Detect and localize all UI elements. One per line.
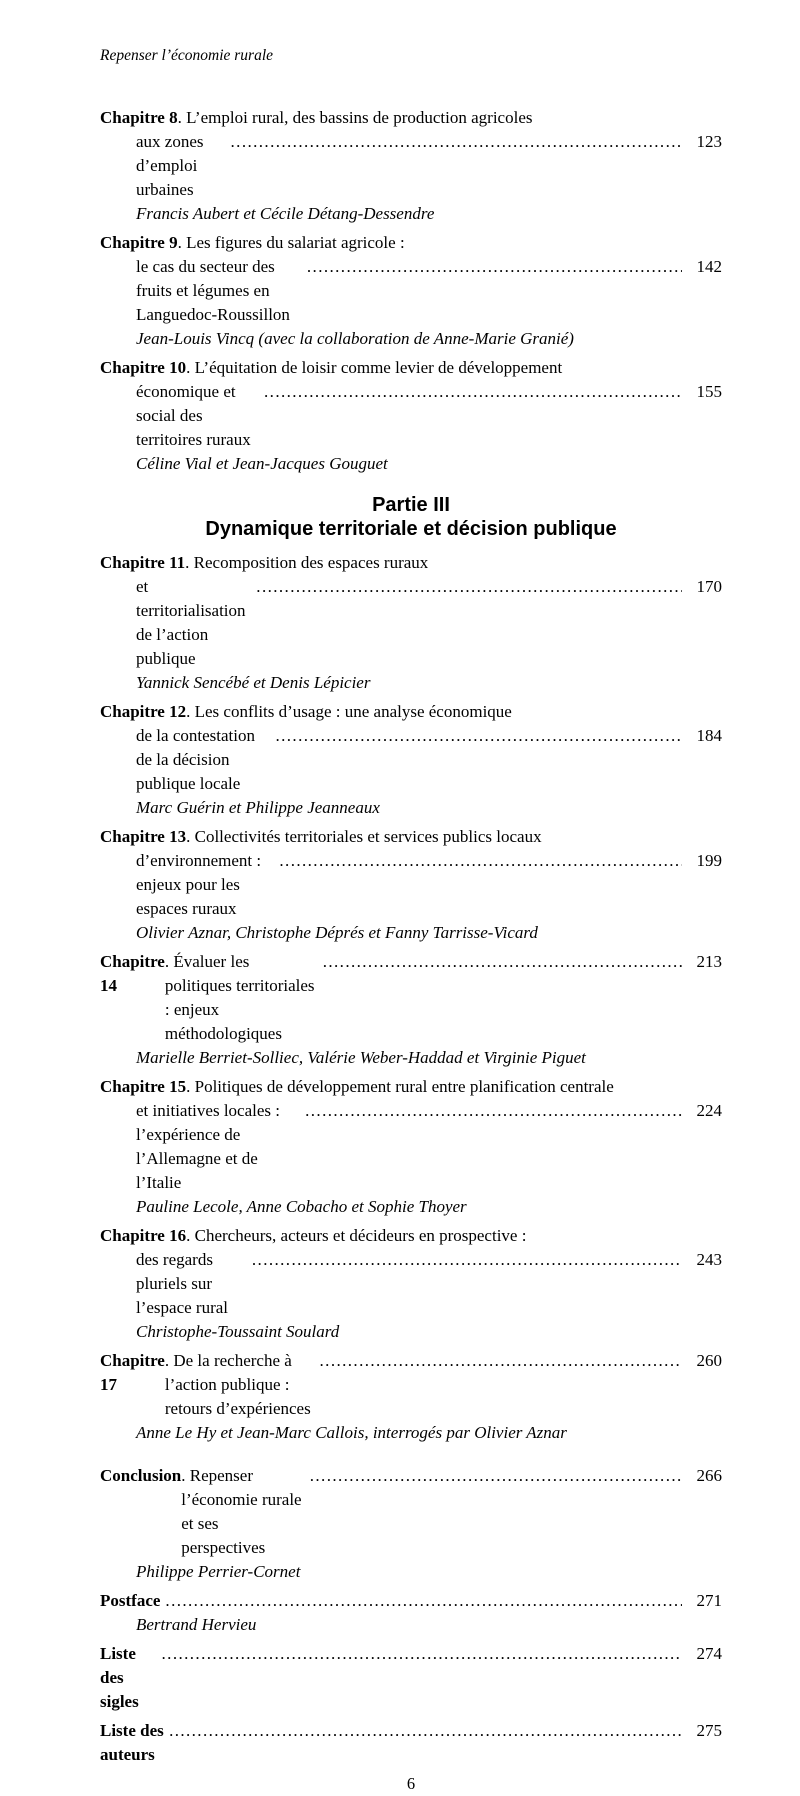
section-label: Liste des auteurs (100, 1721, 164, 1764)
chapter-title-continuation: et initiatives locales : l’expérience de l’Allemagne et de l’Italie (136, 1101, 285, 1192)
toc-entry-chapitre-14 (100, 950, 722, 1070)
chapter-label: Chapitre 14 (100, 952, 165, 995)
entry-authors: Bertrand Hervieu (136, 1615, 257, 1634)
entry-title-line (100, 1642, 722, 1714)
entry-title-continuation-line (100, 1248, 722, 1320)
chapter-label: Chapitre 17 (100, 1351, 165, 1394)
chapter-title-continuation: des regards pluriels sur l’espace rural (136, 1250, 229, 1317)
page-number: 275 (696, 1721, 722, 1740)
entry-authors: Yannick Sencébé et Denis Lépicier (136, 673, 371, 692)
page-number: 184 (696, 726, 722, 745)
entry-title-line (100, 1075, 722, 1099)
entry-authors: Francis Aubert et Cécile Détang-Dessendre (136, 204, 435, 223)
entry-title-line (100, 551, 722, 575)
chapter-label: Chapitre 15 (100, 1077, 187, 1096)
chapter-label: Chapitre 10 (100, 358, 187, 377)
dot-leader (256, 575, 682, 599)
entry-title-line (100, 825, 722, 849)
chapter-title-text: . Chercheurs, acteurs et décideurs en prospective : (186, 1226, 527, 1245)
chapter-label: Chapitre 13 (100, 827, 187, 846)
entry-title-line (100, 1349, 722, 1421)
chapter-label: Chapitre 11 (100, 553, 186, 572)
chapter-title-continuation: aux zones d’emploi urbaines (136, 132, 208, 199)
entry-title-line (100, 231, 722, 255)
dot-leader (169, 1719, 682, 1743)
folio-page-number: 6 (406, 1774, 416, 1793)
toc-entry-liste-des-auteurs (100, 1719, 722, 1767)
page-number: 274 (696, 1644, 722, 1663)
dot-leader (310, 1464, 682, 1488)
toc-entry-chapitre-9 (100, 231, 722, 351)
entry-authors: Pauline Lecole, Anne Cobacho et Sophie Thoyer (136, 1197, 467, 1216)
entry-title-continuation-line (100, 1099, 722, 1195)
toc-entry-liste-des-sigles (100, 1642, 722, 1714)
entry-authors: Christophe-Toussaint Soulard (136, 1322, 340, 1341)
chapter-label: Chapitre 8 (100, 108, 178, 127)
page-number: 224 (696, 1101, 722, 1120)
dot-leader (264, 380, 682, 404)
chapter-title-continuation: le cas du secteur des fruits et légumes en Languedoc-Roussillon (136, 257, 290, 324)
chapter-title-text: . De la recherche à l’action publique : retours d’expériences (164, 1351, 311, 1418)
entry-authors: Olivier Aznar, Christophe Déprés et Fanny Tarrisse-Vicard (136, 923, 538, 942)
entry-title-line (100, 1224, 722, 1248)
entry-title-continuation-line (100, 255, 722, 327)
dot-leader (252, 1248, 682, 1272)
dot-leader (165, 1589, 682, 1613)
entry-title-continuation-line (100, 130, 722, 202)
entry-title-line (100, 356, 722, 380)
chapter-title-text: . Collectivités territoriales et services publics locaux (186, 827, 542, 846)
page-number: 199 (696, 851, 722, 870)
entry-title-line (100, 700, 722, 724)
page-number: 243 (696, 1250, 722, 1269)
chapter-title-continuation: d’environnement : enjeux pour les espaces ruraux (136, 851, 266, 918)
page-number: 142 (696, 257, 722, 276)
chapter-title-text: . Politiques de développement rural entre planification centrale (186, 1077, 614, 1096)
dot-leader (231, 130, 682, 154)
toc-entry-chapitre-13 (100, 825, 722, 945)
part-heading-number: Partie III (372, 494, 450, 516)
chapter-title-text: . Évaluer les politiques territoriales : enjeux méthodologiques (164, 952, 319, 1043)
page-number: 260 (696, 1351, 722, 1370)
dot-leader (275, 724, 682, 748)
chapter-title-text: . Les figures du salariat agricole : (177, 233, 405, 252)
entry-title-line (100, 1589, 722, 1613)
entry-authors: Philippe Perrier-Cornet (136, 1562, 301, 1581)
toc-entry-chapitre-10 (100, 356, 722, 476)
entry-authors: Jean-Louis Vincq (avec la collaboration de Anne-Marie Granié) (136, 329, 574, 348)
entry-authors: Marc Guérin et Philippe Jeanneaux (136, 798, 380, 817)
dot-leader (307, 255, 682, 279)
dot-leader (279, 849, 682, 873)
toc-entry-chapitre-12 (100, 700, 722, 820)
entry-authors: Anne Le Hy et Jean-Marc Callois, interrogés par Olivier Aznar (136, 1423, 567, 1442)
entry-title-continuation-line (100, 849, 722, 921)
chapter-label: Chapitre 9 (100, 233, 178, 252)
toc-entry-chapitre-16 (100, 1224, 722, 1344)
toc-entry-chapitre-8 (100, 106, 722, 226)
page-number: 271 (696, 1591, 722, 1610)
dot-leader (305, 1099, 682, 1123)
toc-entry-conclusion (100, 1464, 722, 1584)
chapter-title-continuation: de la contestation de la décision publique locale (136, 726, 260, 793)
section-label: Postface (100, 1591, 161, 1610)
dot-leader (162, 1642, 682, 1666)
toc-entry-chapitre-15 (100, 1075, 722, 1219)
entry-title-line (100, 950, 722, 1046)
chapter-title-text: . Recomposition des espaces ruraux (185, 553, 429, 572)
entry-title-line (100, 1719, 722, 1767)
entry-title-line (100, 106, 722, 130)
part-heading (100, 493, 722, 541)
toc-entry-chapitre-17 (100, 1349, 722, 1445)
chapter-title-text: . Les conflits d’usage : une analyse économique (186, 702, 512, 721)
entry-authors: Marielle Berriet-Solliec, Valérie Weber-Haddad et Virginie Piguet (136, 1048, 586, 1067)
page-number: 213 (696, 952, 722, 971)
dot-leader (320, 1349, 682, 1373)
page-number: 170 (696, 577, 722, 596)
dot-leader (323, 950, 682, 974)
page-number: 155 (696, 382, 722, 401)
running-header: Repenser l’économie rurale (100, 47, 274, 64)
section-label: Liste des sigles (100, 1644, 139, 1711)
entry-title-continuation-line (100, 380, 722, 452)
entry-authors: Céline Vial et Jean-Jacques Gouguet (136, 454, 388, 473)
chapter-title-continuation: économique et social des territoires ruraux (136, 382, 251, 449)
page-number: 123 (696, 132, 722, 151)
page-number: 266 (696, 1466, 722, 1485)
entry-title-continuation-line (100, 724, 722, 796)
section-label: Conclusion (100, 1466, 182, 1485)
chapter-title-text: . L’équitation de loisir comme levier de développement (186, 358, 563, 377)
entry-title-continuation-line (100, 575, 722, 671)
chapter-title-continuation: et territorialisation de l’action publique (136, 577, 250, 668)
chapter-title-text: . L’emploi rural, des bassins de production agricoles (177, 108, 533, 127)
part-heading-title: Dynamique territoriale et décision publique (205, 518, 617, 540)
toc-entry-postface (100, 1589, 722, 1637)
chapter-label: Chapitre 16 (100, 1226, 187, 1245)
chapter-label: Chapitre 12 (100, 702, 187, 721)
entry-title-line (100, 1464, 722, 1560)
toc-entry-chapitre-11 (100, 551, 722, 695)
section-title-text: . Repenser l’économie rurale et ses perspectives (181, 1466, 306, 1557)
